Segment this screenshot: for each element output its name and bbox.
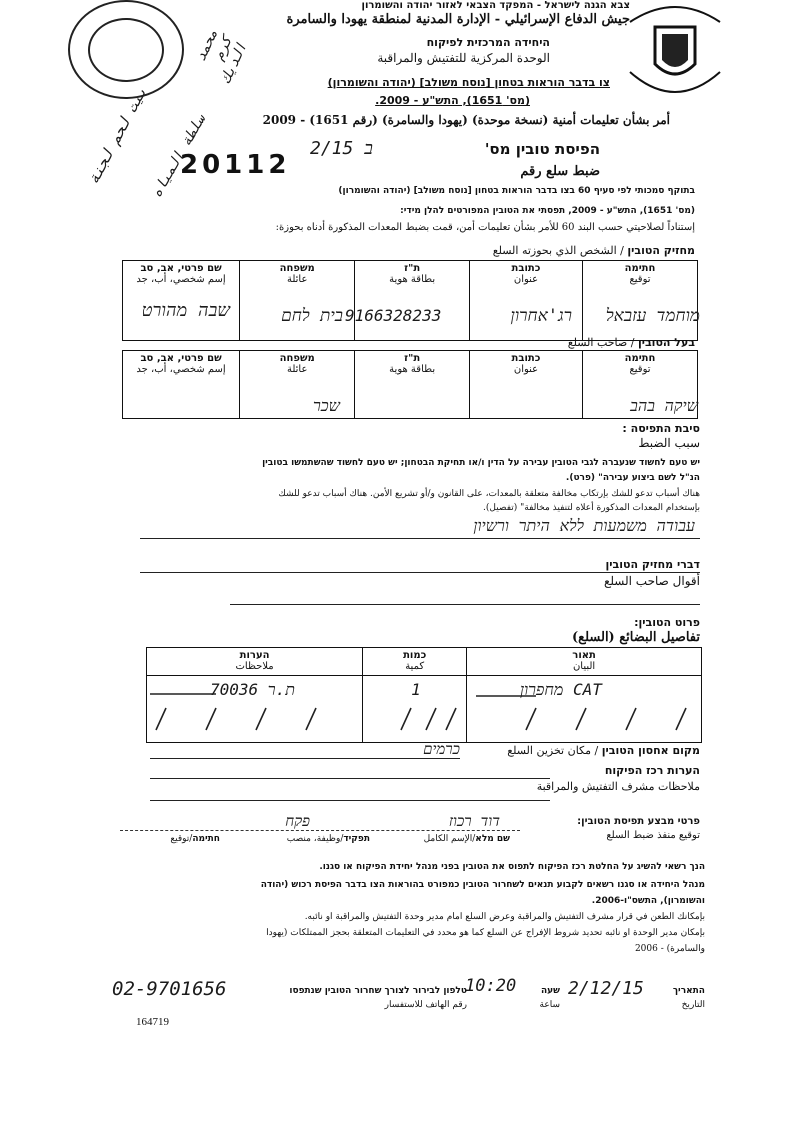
storage-label-he: מקום אחסון הטובין: [601, 744, 700, 757]
goods-notes-value: 70036 ת.ר: [210, 680, 296, 699]
header-line-7: أمر بشأن تعليمات أمنية (نسخة موحدة) (يهودا والسامرة) (رقم 1651) - 2009: [262, 113, 670, 127]
owner-caption-he: בעל הטובין: [637, 336, 695, 349]
holder-col-address: כתובת عنوان: [469, 261, 582, 341]
holder-caption-he: מחזיק הטובין: [627, 244, 695, 257]
holder-statement-label-ar: أقوال صاحب السلع: [603, 574, 700, 588]
goods-col-qty: כמות كمية: [363, 648, 467, 676]
footer-ar-1: بإمكانك الطعن في قرار مشرف التفتيش والمراقبة وعرض السلع امام مدير وحدة التفتيش والمراقبة او نائبه.: [304, 912, 705, 922]
goods-crossout-strokes: [146, 690, 702, 740]
goods-qty-value: 1: [411, 680, 421, 699]
emblem-icon: [620, 2, 730, 102]
form-title-ar: ضبط سلع رقم: [520, 164, 600, 179]
goods-details-label-ar: تفاصيل البضائع (السلع): [572, 630, 700, 645]
officer-col-name: שם מלא/الإسم الكامل: [423, 834, 510, 844]
owner-col-signature: חתימה توقيع: [582, 351, 697, 419]
phone-value: 02-9701656: [112, 978, 227, 1000]
holder-col-id: ת"ז بطاقة هوية: [355, 261, 470, 341]
officer-label: פרטי מבצע תפיסת הטובין:: [577, 816, 700, 827]
goods-col-notes: הערות ملاحظات: [147, 648, 363, 676]
reason-ar-1: هناك أسباب تدعو للشك بإرتكاب مخالفة متعلقة بالمعدات، على القانون و/أو تشريع الأمن. هناك أسباب تدعو للشك: [278, 489, 700, 499]
hour-value: 10:20: [465, 976, 517, 996]
supervisor-notes-line-2: [150, 800, 550, 801]
footer-he-3: והשומרון), התשס"ו-2006.: [591, 896, 705, 906]
owner-caption-ar: / صاحب السلع: [567, 336, 635, 349]
legal-he-1: בתוקף סמכותי לפי סעיף 60 בצו בדבר הוראות בטחון [נוסח משולב] (יהודה והשומרון): [338, 186, 695, 196]
holder-id-value: 9166328233: [345, 306, 442, 325]
margin-note-2: سلطة المياه: [148, 112, 209, 201]
officer-label-ar: توقيع منفذ ضبط السلع: [606, 830, 700, 841]
owner-col-name: שם פרטי, אב, סב إسم شخصي، أب، جد: [123, 351, 240, 419]
reason-label: סיבת התפיסה :: [622, 422, 700, 435]
supervisor-notes-line: [150, 778, 550, 779]
holder-family-value: רג'אחרון: [510, 306, 572, 326]
holder-signature-value: שבה מהורט: [141, 300, 230, 321]
document-number: 164719: [136, 1016, 169, 1028]
date-label-ar: التاريخ: [681, 1000, 705, 1010]
header-line-2: جيش الدفاع الإسرائيلي - الإدارة المدنية لمنطقة يهودا والسامرة: [286, 12, 630, 27]
reason-ar-2: بإستخدام المعدات المذكورة أعلاه لتنفيذ مخالفة" (تفصيل).: [483, 503, 700, 513]
phone-label-ar: رقم الهاتف للاستفسار: [384, 1000, 467, 1010]
header-line-5: צו בדבר הוראות בטחון [נוסח משולב] (יהודה והשומרון): [327, 76, 610, 89]
goods-desc-value: מחפרון CAT: [520, 680, 602, 699]
legal-ar: إستناداً لصلاحيتي حسب البند 60 للأمر بشأن تعليمات أمن، قمت بضبط المعدات المذكورة أدناه بحوزة:: [275, 222, 695, 233]
holder-caption: [400, 244, 695, 257]
storage-label: [460, 744, 700, 757]
footer-he-1: הנך רשאי להשיג על החלטת רכז הפיקוח לתפוס את הטובין בפני מנהל יחידת הפיקוח או סגנו.: [319, 862, 705, 872]
owner-caption: [400, 336, 695, 349]
reason-he-1: יש טעם לחשוד שנעברה לגבי הטובין עבירה על הדין ו/או תחיקת הבטחון; יש טעם לחשוד שהשתמשו בטובין: [262, 458, 700, 468]
holder-col-name: שם פרטי, אב, סב إسم شخصي، أب، جد: [123, 261, 240, 341]
officer-role-value: פקח: [285, 812, 310, 830]
supervisor-notes-label: הערות רכז הפיקוח: [604, 764, 700, 777]
holder-statement-line-2: [230, 604, 700, 605]
holder-col-signature: חתימה توقيع: [582, 261, 697, 341]
holder-col-family: משפחה عائلة: [240, 261, 355, 341]
header-line-6: (מס' 1651), התש"ע - 2009.: [375, 94, 530, 107]
storage-value: כרמים: [423, 740, 460, 758]
form-handwritten-code: 2/15 ב: [310, 138, 373, 159]
form-number: 20112: [180, 150, 291, 180]
header-line-4: الوحدة المركزية للتفتيش والمراقبة: [377, 51, 550, 65]
owner-address-value: שכר: [312, 396, 340, 415]
footer-he-2: מנהל היחידה או סגנו רשאים לקבוע תנאים לשחרור הטובין כמפורט בהוראות הצו בדבר הפיסת רכוש (יהודה: [260, 880, 705, 890]
holder-address-value: בית לחם: [281, 306, 343, 326]
holder-caption-ar: / الشخص الذي بحوزته السلع: [492, 244, 624, 257]
footer-ar-3: والسامرة) - 2006: [634, 944, 705, 954]
header-line-1: צבא הגנה לישראל - המפקד הצבאי לאזור יהודה והשומרון: [361, 0, 630, 11]
margin-note-1: محمد كرم الديك: [192, 26, 251, 86]
owner-col-address: כתובת عنوان: [469, 351, 582, 419]
hour-label: שעה: [540, 986, 560, 996]
officer-col-sign: חתימה/توقيع: [170, 834, 220, 844]
holder-name-value: מוחמד עזבאל: [605, 306, 700, 326]
phone-label: טלפון לבירור לצורך שחרור הטובין שנתפסו: [289, 986, 467, 996]
reason-he-2: הנ"ל לשם ביצוע עבירה" (פרט).: [565, 473, 700, 483]
reason-label-ar: سبب الضبط: [638, 436, 700, 450]
left-official-stamp-inner: [88, 18, 164, 82]
goods-details-label: פרוט הטובין:: [634, 616, 700, 629]
form-title: הפיסת טובין מס': [484, 140, 600, 158]
holder-statement-line: [140, 572, 700, 573]
owner-col-id: ת"ז بطاقة هوية: [355, 351, 470, 419]
legal-he-2: (מס' 1651), התש"ע - 2009, תפסתי את הטובין המפורטים להלן מידי:: [400, 206, 695, 216]
officer-line: [120, 830, 520, 831]
date-value: 2/12/15: [568, 978, 644, 999]
reason-handwritten: עבודה משמעות ללא היתר ורשיון: [473, 516, 695, 535]
officer-name-value: דוד רכוז: [448, 812, 500, 830]
owner-name-value: שיקה בהב: [630, 396, 698, 415]
date-label: התאריך: [672, 986, 705, 996]
storage-label-ar: / مكان تخزين السلع: [507, 744, 599, 757]
margin-note-3: بيت لحم لجنة: [84, 82, 151, 188]
hour-label-ar: ساعة: [539, 1000, 560, 1010]
supervisor-notes-label-ar: ملاحظات مشرف التفتيش والمراقبة: [536, 780, 700, 793]
owner-col-family: משפחה عائلة: [240, 351, 355, 419]
goods-col-desc: תאור البيان: [467, 648, 702, 676]
footer-ar-2: بإمكان مدير الوحدة او نائبه تحديد شروط الإفراج عن السلع كما هو محدد في التعليمات المتعلقة بحجز الممتلكات (يهودا: [266, 928, 705, 938]
header-line-3: היחידה המרכזית לפיקוח: [426, 36, 550, 49]
reason-underline: [140, 538, 700, 539]
officer-col-role: תפקיד/وظيفة، منصب: [286, 834, 370, 844]
holder-statement-label: דברי מחזיק הטובין: [605, 558, 700, 571]
storage-line: [150, 758, 460, 759]
